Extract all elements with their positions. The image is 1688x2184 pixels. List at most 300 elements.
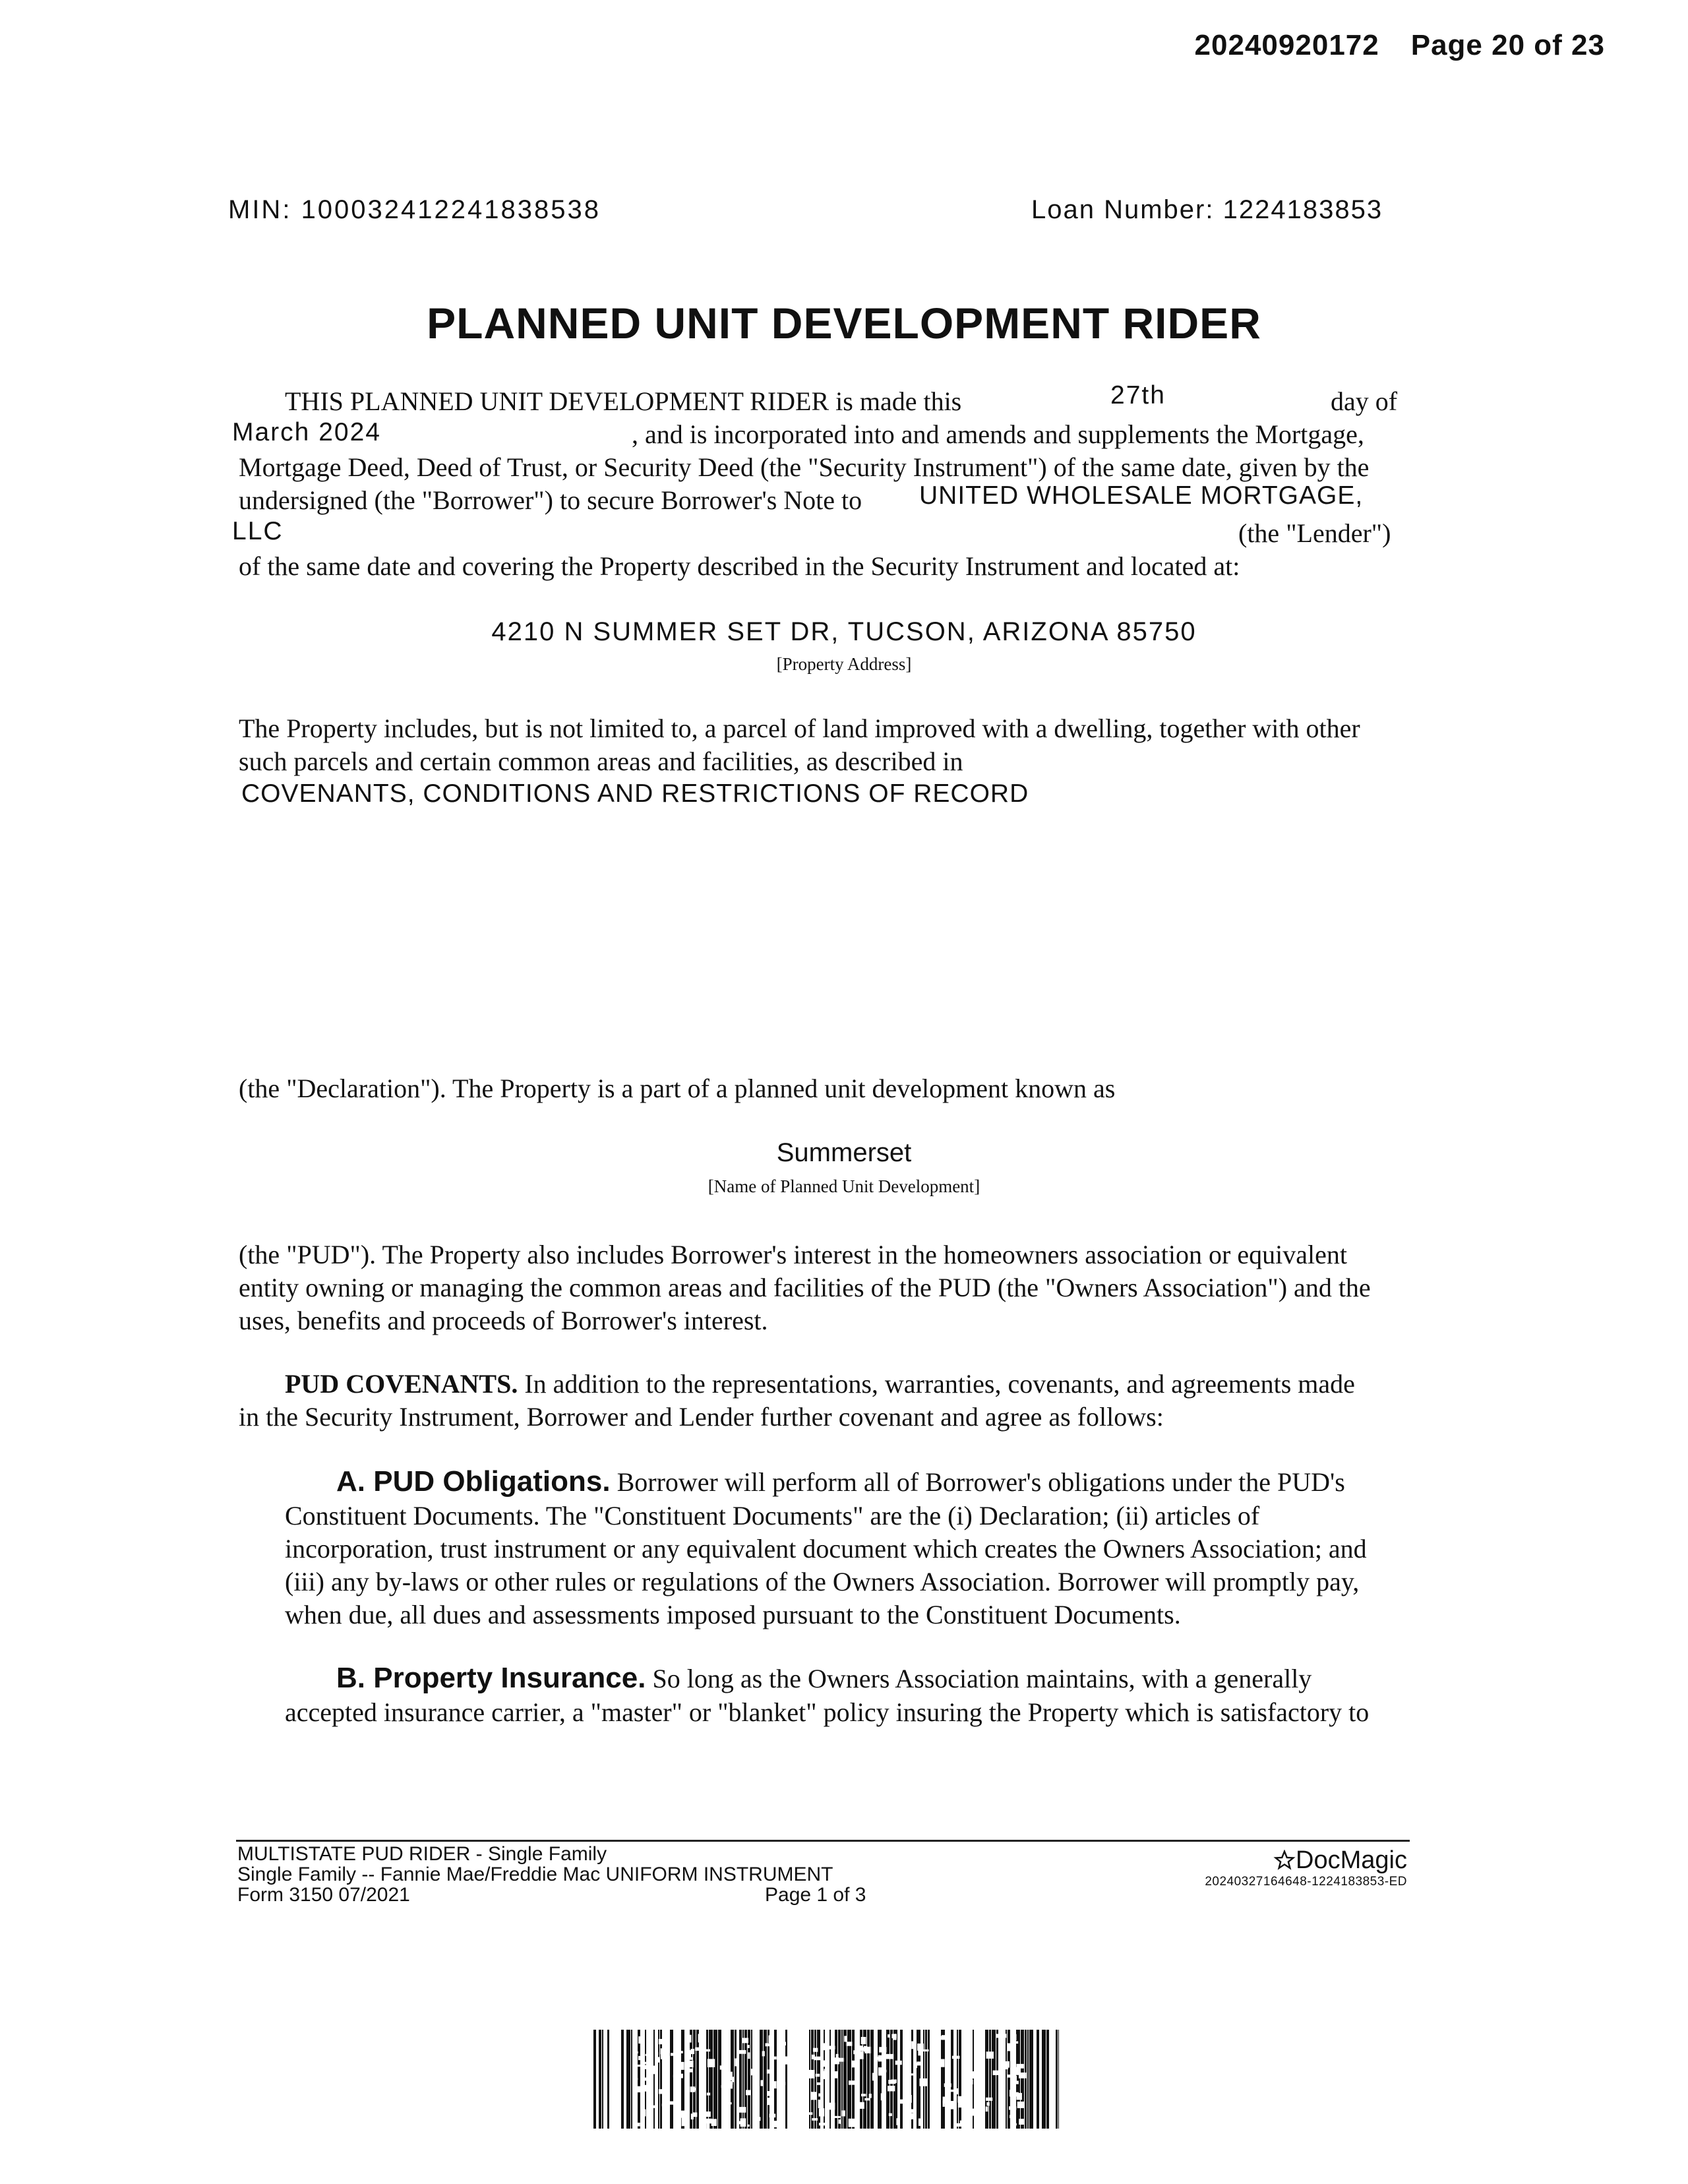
barcode-gap [760, 2080, 763, 2086]
barcode-bar [829, 2030, 831, 2129]
barcode-gap [824, 2069, 828, 2075]
barcode-gap [695, 2048, 699, 2051]
barcode-gap [800, 2117, 803, 2121]
barcode-gap [638, 2036, 643, 2044]
barcode-gap [943, 2101, 945, 2107]
pud-name-caption: [Name of Planned Unit Development] [708, 1176, 980, 1196]
barcode-gap [746, 2090, 751, 2095]
barcode-gap [694, 2088, 696, 2091]
barcode-gap [844, 2036, 847, 2042]
barcode-gap [813, 2048, 818, 2052]
barcode-bar [1025, 2030, 1027, 2129]
section-a-line-4: (iii) any by-laws or other rules or regulations of the Owners Association. Borrower will promptly pay, [285, 1567, 1360, 1596]
barcode-gap [671, 2053, 677, 2055]
barcode-gap [895, 2061, 902, 2065]
barcode-gap [1003, 2102, 1006, 2106]
covenants-line-1 [285, 1368, 1355, 1401]
barcode-gap [874, 2043, 877, 2047]
barcode-bar [626, 2030, 630, 2129]
barcode-bar [985, 2030, 988, 2129]
form-line-3: Form 3150 07/2021 [237, 1884, 410, 1906]
barcode-bar [739, 2030, 742, 2129]
barcode-gap [680, 2062, 684, 2070]
barcode-bar [996, 2030, 998, 2129]
barcode-gap [720, 2065, 723, 2069]
barcode-gap [881, 2093, 884, 2100]
pud-para-line-2: entity owning or managing the common areas and facilities of the PUD (the "Owners Association") and the [239, 1273, 1371, 1302]
barcode-gap [795, 2100, 799, 2103]
form-line-1: MULTISTATE PUD RIDER - Single Family [237, 1843, 607, 1865]
barcode-gap [932, 2094, 936, 2100]
section-b-line-1 [336, 1662, 1311, 1695]
barcode-gap [986, 2102, 989, 2106]
barcode-gap [641, 2065, 644, 2070]
barcode-gap [816, 2074, 820, 2077]
barcode-gap [869, 2094, 872, 2098]
barcode-bar [760, 2030, 763, 2129]
barcode-bar [1029, 2030, 1033, 2129]
barcode-gap [888, 2086, 895, 2091]
barcode-bar [989, 2030, 991, 2129]
barcode-gap [808, 2112, 812, 2115]
barcode-bar [1042, 2030, 1046, 2129]
barcode-gap [739, 2107, 746, 2113]
barcode-gap [980, 2095, 984, 2102]
barcode-gap [819, 2108, 824, 2116]
barcode-gap [919, 2119, 920, 2126]
covenants-line-1-text: In addition to the representations, warranties, covenants, and agreements made [518, 1369, 1355, 1399]
form-page-number: Page 1 of 3 [765, 1884, 866, 1906]
barcode-gap [727, 2120, 730, 2127]
barcode-gap [754, 2108, 759, 2113]
barcode-gap [888, 2034, 889, 2038]
barcode-gap [942, 2035, 948, 2040]
barcode-gap [659, 2039, 663, 2044]
barcode-bar [959, 2030, 961, 2129]
barcode-gap [1014, 2034, 1017, 2040]
barcode-gap [644, 2078, 650, 2081]
barcode-gap [1016, 2064, 1023, 2069]
barcode-gap [828, 2046, 835, 2049]
barcode-gap [735, 2058, 738, 2066]
barcode-gap [911, 2113, 915, 2119]
barcode-gap [907, 2035, 910, 2039]
barcode-gap [861, 2037, 866, 2044]
barcode-gap [839, 2058, 843, 2062]
docmagic-brand-name: DocMagic [1296, 1846, 1407, 1874]
barcode-gap [969, 2086, 973, 2089]
intro-line-1: THIS PLANNED UNIT DEVELOPMENT RIDER is made this [285, 386, 962, 416]
barcode-gap [919, 2078, 927, 2086]
barcode-gap [810, 2092, 817, 2100]
barcode-gap [655, 2057, 659, 2062]
section-a-line-3: incorporation, trust instrument or any equivalent document which creates the Owners Association; and [285, 1534, 1367, 1563]
lender-label: (the "Lender") [1238, 518, 1391, 548]
barcode-bar [751, 2030, 752, 2129]
barcode-gap [669, 2101, 675, 2104]
barcode-gap [739, 2050, 746, 2054]
barcode-gap [897, 2100, 905, 2104]
rider-day: 27th [1110, 381, 1166, 410]
barcode-gap [986, 2098, 992, 2101]
barcode-gap [644, 2085, 650, 2092]
barcode-gap [721, 2085, 727, 2088]
barcode-bar [867, 2030, 870, 2129]
barcode-gap [973, 2109, 977, 2116]
min-label: MIN: [228, 195, 292, 224]
barcode-gap [700, 2104, 706, 2110]
barcode-bar [852, 2030, 855, 2129]
barcode-gap [781, 2042, 786, 2045]
section-a-line-2: Constituent Documents. The "Constituent Documents" are the (i) Declaration; (ii) articles of [285, 1501, 1260, 1531]
docmagic-brand [1205, 1846, 1407, 1875]
barcode-gap [784, 2056, 788, 2064]
barcode-gap [738, 2121, 743, 2125]
barcode-gap [832, 2057, 839, 2064]
barcode-gap [1002, 2034, 1006, 2038]
covenants-heading: PUD COVENANTS. [285, 1369, 518, 1399]
barcode-gap [750, 2069, 758, 2075]
docmagic-document-code: 20240327164648-1224183853-ED [1205, 1875, 1407, 1889]
star-outline-icon [1273, 1850, 1296, 1871]
barcode-gap [946, 2046, 950, 2050]
barcode [593, 2030, 1059, 2129]
barcode-gap [805, 2084, 807, 2091]
barcode-gap [691, 2113, 694, 2119]
barcode-gap [861, 2094, 866, 2096]
barcode-gap [665, 2107, 669, 2113]
barcode-gap [771, 2081, 777, 2088]
barcode-gap [886, 2054, 893, 2059]
barcode-bar [1037, 2030, 1039, 2129]
barcode-gap [780, 2082, 785, 2085]
barcode-gap [706, 2119, 712, 2123]
lender-name: UNITED WHOLESALE MORTGAGE, [919, 481, 1364, 510]
barcode-gap [812, 2118, 818, 2121]
barcode-gap [907, 2082, 910, 2090]
barcode-gap [787, 2113, 794, 2120]
barcode-gap [707, 2093, 710, 2096]
barcode-bar [1056, 2030, 1058, 2129]
barcode-gap [646, 2054, 653, 2056]
intro-line-2: , and is incorporated into and amends and supplements the Mortgage, [632, 419, 1364, 449]
recording-header [1195, 29, 1605, 62]
barcode-bar [599, 2030, 601, 2129]
barcode-gap [675, 2079, 679, 2082]
barcode-gap [819, 2123, 826, 2125]
barcode-gap [808, 2070, 814, 2078]
barcode-bar [1006, 2030, 1007, 2129]
barcode-gap [986, 2051, 994, 2059]
barcode-gap [946, 2067, 949, 2075]
barcode-gap [889, 2113, 892, 2116]
barcode-bar [744, 2030, 747, 2129]
barcode-gap [816, 2082, 822, 2085]
rider-month-year: March 2024 [232, 418, 381, 446]
barcode-gap [767, 2069, 772, 2073]
barcode-gap [768, 2098, 773, 2105]
property-address: 4210 N SUMMER SET DR, TUCSON, ARIZONA 85750 [491, 617, 1197, 646]
barcode-gap [891, 2034, 896, 2038]
barcode-bar [1046, 2030, 1049, 2129]
barcode-gap [957, 2096, 963, 2103]
barcode-gap [682, 2117, 688, 2126]
barcode-gap [960, 2121, 965, 2126]
form-identification [237, 1843, 866, 1906]
includes-line-2: such parcels and certain common areas and facilities, as described in [239, 746, 963, 776]
pud-name: Summerset [776, 1138, 912, 1167]
property-address-caption: [Property Address] [776, 654, 912, 674]
loan-value: 1224183853 [1222, 195, 1383, 224]
barcode-gap [724, 2056, 728, 2060]
section-a-line-5: when due, all dues and assessments imposed pursuant to the Constituent Documents. [285, 1600, 1181, 1629]
barcode-gap [634, 2123, 640, 2126]
barcode-gap [691, 2049, 694, 2054]
barcode-gap [659, 2089, 666, 2094]
barcode-gap [769, 2113, 776, 2117]
barcode-bar [660, 2030, 662, 2129]
barcode-bar [941, 2030, 945, 2129]
barcode-gap [795, 2045, 799, 2050]
loan-label: Loan Number: [1031, 195, 1215, 224]
barcode-bar [593, 2030, 596, 2129]
barcode-gap [1010, 2090, 1014, 2096]
barcode-gap [685, 2035, 692, 2043]
barcode-gap [884, 2119, 886, 2125]
barcode-gap [729, 2078, 732, 2080]
barcode-bar [838, 2030, 841, 2129]
barcode-gap [1010, 2111, 1012, 2119]
barcode-gap [1019, 2073, 1027, 2078]
barcode-gap [679, 2051, 683, 2053]
barcode-bar [631, 2030, 632, 2129]
barcode-gap [706, 2111, 711, 2117]
barcode-gap [636, 2051, 638, 2053]
barcode-bar [893, 2030, 897, 2129]
barcode-bar [863, 2030, 866, 2129]
pud-para-line-3: uses, benefits and proceeds of Borrower's interest. [239, 1306, 768, 1335]
barcode-bar [607, 2030, 609, 2129]
barcode-gap [956, 2088, 958, 2094]
barcode-bar [860, 2030, 862, 2129]
barcode-gap [768, 2091, 770, 2096]
barcode-gap [822, 2043, 826, 2050]
barcode-gap [976, 2089, 979, 2096]
barcode-gap [721, 2119, 725, 2124]
barcode-gap [967, 2107, 970, 2109]
barcode-gap [971, 2071, 975, 2078]
barcode-bar [835, 2030, 837, 2129]
barcode-gap [842, 2110, 845, 2116]
barcode-gap [679, 2111, 686, 2118]
barcode-gap [849, 2119, 855, 2127]
section-b-heading: B. Property Insurance. [336, 1662, 646, 1694]
barcode-bar [951, 2030, 953, 2129]
barcode-gap [911, 2073, 914, 2075]
barcode-gap [662, 2104, 668, 2106]
barcode-gap [950, 2090, 955, 2092]
pud-para-line-1: (the "PUD"). The Property also includes Borrower's interest in the homeowners association or equivalent [239, 1240, 1347, 1269]
day-of-label: day of [1331, 386, 1398, 416]
barcode-gap [768, 2036, 771, 2044]
barcode-gap [952, 2056, 959, 2059]
barcode-gap [964, 2115, 971, 2122]
barcode-gap [979, 2065, 982, 2069]
declaration-line: (the "Declaration"). The Property is a part of a planned unit development known as [239, 1074, 1116, 1103]
barcode-gap [851, 2061, 858, 2068]
intro-line-6: of the same date and covering the Property described in the Security Instrument and located at: [239, 551, 1240, 581]
barcode-gap [762, 2051, 765, 2056]
page-counter: Page 20 of 23 [1410, 29, 1605, 61]
barcode-gap [661, 2054, 663, 2059]
barcode-bar [653, 2030, 655, 2129]
barcode-gap [678, 2074, 683, 2078]
lender-name-cont: LLC [232, 517, 284, 545]
barcode-gap [922, 2049, 928, 2051]
barcode-bar [992, 2030, 996, 2129]
barcode-gap [796, 2035, 801, 2042]
barcode-gap [909, 2095, 912, 2103]
barcode-gap [642, 2109, 646, 2117]
barcode-gap [1011, 2059, 1014, 2063]
barcode-gap [800, 2098, 806, 2100]
barcode-bar [1027, 2030, 1029, 2129]
barcode-gap [635, 2086, 642, 2092]
barcode-gap [1015, 2080, 1019, 2084]
barcode-bar [670, 2030, 673, 2129]
barcode-gap [661, 2048, 663, 2054]
barcode-gap [758, 2117, 761, 2121]
barcode-gap [978, 2038, 984, 2042]
barcode-gap [857, 2102, 864, 2109]
form-line-2: Single Family -- Fannie Mae/Freddie Mac UNIFORM INSTRUMENT [237, 1864, 833, 1885]
barcode-gap [891, 2079, 897, 2082]
barcode-gap [1007, 2075, 1015, 2078]
declaration-name: COVENANTS, CONDITIONS AND RESTRICTIONS OF RECORD [241, 779, 1029, 808]
barcode-gap [1002, 2063, 1008, 2069]
barcode-gap [795, 2083, 799, 2086]
barcode-gap [831, 2071, 838, 2078]
barcode-gap [723, 2080, 731, 2082]
barcode-gap [748, 2125, 750, 2127]
barcode-gap [1013, 2123, 1016, 2126]
includes-line-1: The Property includes, but is not limited to, a parcel of land improved with a dwelling, together with other [239, 713, 1360, 743]
intro-line-3: Mortgage Deed, Deed of Trust, or Security Deed (the "Security Instrument") of the same date, given by the [239, 452, 1370, 482]
barcode-bar [742, 2030, 744, 2129]
barcode-gap [766, 2043, 771, 2046]
barcode-gap [678, 2053, 680, 2057]
barcode-bar [602, 2030, 603, 2129]
barcode-gap [823, 2061, 826, 2067]
barcode-gap [1019, 2119, 1024, 2125]
barcode-gap [878, 2055, 884, 2062]
barcode-bar [735, 2030, 737, 2129]
barcode-gap [818, 2100, 822, 2108]
barcode-bar [658, 2030, 659, 2129]
barcode-gap [966, 2080, 973, 2084]
barcode-gap [993, 2071, 1000, 2075]
barcode-gap [686, 2069, 692, 2073]
barcode-gap [727, 2083, 733, 2088]
barcode-bar [878, 2030, 882, 2129]
barcode-bar [1021, 2030, 1024, 2129]
barcode-gap [638, 2056, 641, 2060]
barcode-gap [773, 2057, 777, 2060]
barcode-gap [849, 2080, 855, 2085]
barcode-gap [976, 2046, 979, 2049]
barcode-gap [1009, 2106, 1016, 2109]
barcode-gap [859, 2046, 862, 2049]
barcode-gap [708, 2059, 715, 2067]
barcode-gap [633, 2078, 638, 2080]
barcode-gap [879, 2047, 886, 2052]
barcode-gap [864, 2046, 867, 2052]
barcode-gap [948, 2101, 955, 2109]
barcode-gap [1010, 2048, 1015, 2051]
barcode-gap [874, 2047, 876, 2050]
barcode-gap [864, 2098, 870, 2101]
barcode-gap [963, 2036, 965, 2044]
barcode-gap [939, 2059, 945, 2067]
barcode-gap [911, 2041, 914, 2049]
min-number [228, 195, 601, 225]
barcode-gap [677, 2063, 679, 2068]
section-a-line-1-text: Borrower will perform all of Borrower's obligations under the PUD's [610, 1467, 1345, 1497]
barcode-gap [687, 2049, 690, 2053]
footer-rule [236, 1840, 1410, 1842]
barcode-gap [818, 2094, 824, 2097]
barcode-gap [979, 2076, 983, 2078]
barcode-gap [688, 2061, 694, 2067]
barcode-gap [907, 2109, 915, 2112]
barcode-gap [933, 2061, 938, 2067]
document-number: 20240920172 [1194, 29, 1379, 61]
barcode-gap [747, 2045, 750, 2048]
barcode-gap [944, 2083, 951, 2086]
barcode-bar [748, 2030, 750, 2129]
intro-line-4: undersigned (the "Borrower") to secure Borrower's Note to [239, 485, 862, 515]
page-title: PLANNED UNIT DEVELOPMENT RIDER [427, 299, 1261, 348]
barcode-gap [896, 2118, 899, 2125]
barcode-gap [1014, 2092, 1019, 2097]
barcode-gap [857, 2051, 863, 2059]
loan-number [1031, 195, 1383, 225]
barcode-gap [839, 2119, 841, 2124]
barcode-gap [1011, 2041, 1018, 2044]
barcode-gap [667, 2065, 669, 2072]
barcode-gap [655, 2052, 658, 2055]
barcode-gap [820, 2034, 824, 2042]
barcode-bar [638, 2030, 640, 2129]
barcode-gap [1017, 2102, 1025, 2108]
barcode-gap [833, 2116, 841, 2118]
barcode-gap [663, 2044, 666, 2046]
section-a-heading: A. PUD Obligations. [336, 1465, 611, 1498]
covenants-line-2: in the Security Instrument, Borrower and Lender further covenant and agree as follows: [239, 1402, 1164, 1432]
barcode-bar [713, 2030, 717, 2129]
docmagic-branding [1205, 1846, 1407, 1889]
barcode-gap [742, 2038, 748, 2043]
barcode-bar [928, 2030, 930, 2129]
barcode-gap [904, 2105, 911, 2109]
barcode-gap [704, 2049, 710, 2052]
min-value: 100032412241838538 [301, 195, 601, 224]
barcode-bar [900, 2030, 903, 2129]
barcode-bar [621, 2030, 624, 2129]
barcode-gap [788, 2058, 793, 2060]
barcode-gap [933, 2101, 939, 2104]
barcode-gap [653, 2066, 657, 2075]
